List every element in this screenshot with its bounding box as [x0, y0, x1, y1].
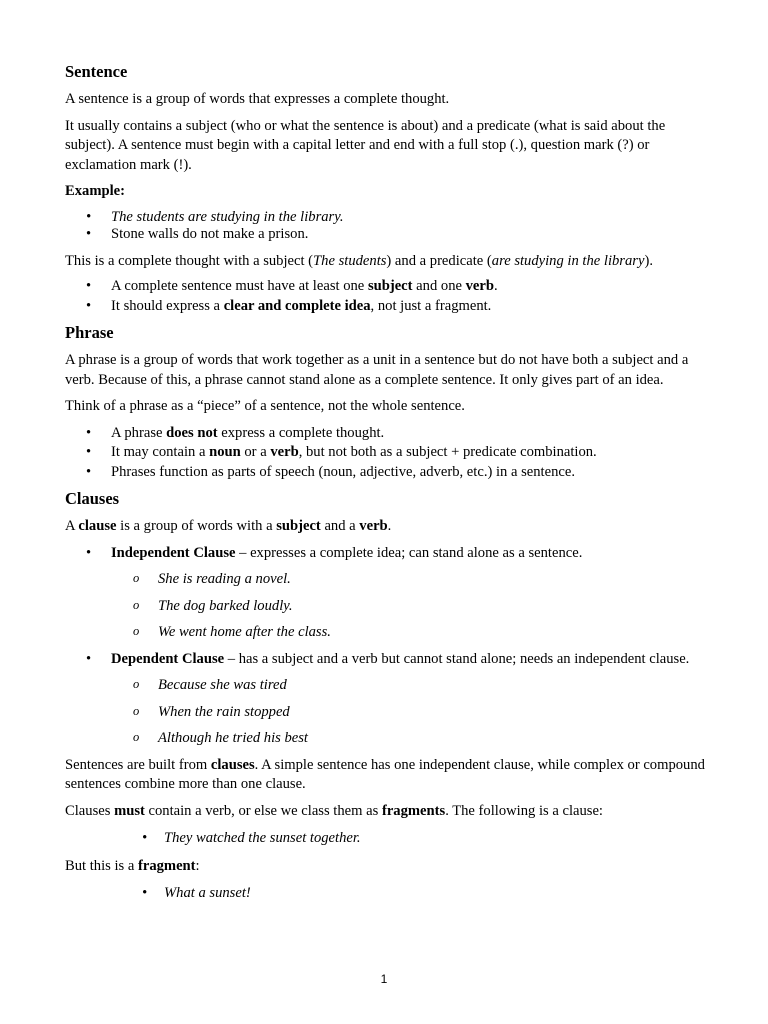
- list-item: • It should express a clear and complete idea, not just a fragment.: [65, 297, 711, 317]
- list-item: • What a sunset!: [65, 884, 711, 904]
- list-item-dependent-clause: • Dependent Clause – has a subject and a verb but cannot stand alone; needs an independent clause. o Because she was tired o When the rain stopped o Although he tried his best: [65, 650, 711, 749]
- list-item: o When the rain stopped: [65, 703, 711, 723]
- phrase-analogy: Think of a phrase as a “piece” of a sentence, not the whole sentence.: [65, 398, 465, 414]
- list-item: • They watched the sunset together.: [65, 829, 711, 849]
- sentence-rules-list: [65, 277, 711, 316]
- fragment-example-list: [65, 884, 711, 904]
- list-item: • A phrase does not express a complete thought.: [65, 424, 711, 444]
- list-item: • Stone walls do not make a prison.: [65, 226, 711, 243]
- phrase-definition: A phrase is a group of words that work together as a unit in a sentence but do not have both a subject and a verb. Because of this, a phrase cannot stand alone as a complete sentence. It only gives part of an idea.: [65, 352, 689, 388]
- sentence-description: It usually contains a subject (who or what the sentence is about) and a predicate (what is said about the subject). A sentence must begin with a capital letter and end with a full stop (.), question mark (?) or exclamation mark (!).: [65, 117, 666, 173]
- independent-example-list: [65, 570, 711, 643]
- list-item: o She is reading a novel.: [65, 570, 711, 590]
- list-item: • A complete sentence must have at least one subject and one verb.: [65, 277, 711, 297]
- list-item: o The dog barked loudly.: [65, 597, 711, 617]
- sentence-definition: A sentence is a group of words that expresses a complete thought.: [65, 91, 450, 107]
- sentence-explanation: This is a complete thought with a subject (The students) and a predicate (are studying in the library).: [65, 252, 653, 269]
- list-item: o We went home after the class.: [65, 623, 711, 643]
- list-item: • Phrases function as parts of speech (noun, adjective, adverb, etc.) in a sentence.: [65, 463, 711, 483]
- heading-phrase: Phrase: [65, 323, 114, 342]
- list-item-independent-clause: • Independent Clause – expresses a complete idea; can stand alone as a sentence. o She is reading a novel. o The dog barked loudly. o We went home after the class.: [65, 544, 711, 643]
- page-number: 1: [380, 972, 388, 986]
- list-item: • It may contain a noun or a verb, but not both as a subject + predicate combination.: [65, 443, 711, 463]
- example-label: Example:: [65, 183, 125, 199]
- clause-definition: A clause is a group of words with a subject and a verb.: [65, 518, 392, 534]
- heading-clauses: Clauses: [65, 489, 120, 508]
- page-content: [65, 61, 711, 904]
- fragment-paragraph: But this is a fragment:: [65, 857, 200, 874]
- list-item: • The students are studying in the library.: [65, 209, 711, 226]
- clauses-verb-paragraph: Clauses must contain a verb, or else we class them as fragments. The following is a clause:: [65, 802, 603, 819]
- clause-types-list: [65, 544, 711, 749]
- heading-sentence: Sentence: [65, 62, 128, 81]
- list-item: o Although he tried his best: [65, 729, 711, 749]
- list-item: o Because she was tired: [65, 676, 711, 696]
- clause-example-list: [65, 829, 711, 849]
- phrase-rules-list: [65, 424, 711, 483]
- dependent-example-list: [65, 676, 711, 749]
- sentence-example-list: [65, 209, 711, 243]
- clauses-structure-paragraph: Sentences are built from clauses. A simple sentence has one independent clause, while complex or compound sentences combine more than one clause.: [65, 756, 705, 792]
